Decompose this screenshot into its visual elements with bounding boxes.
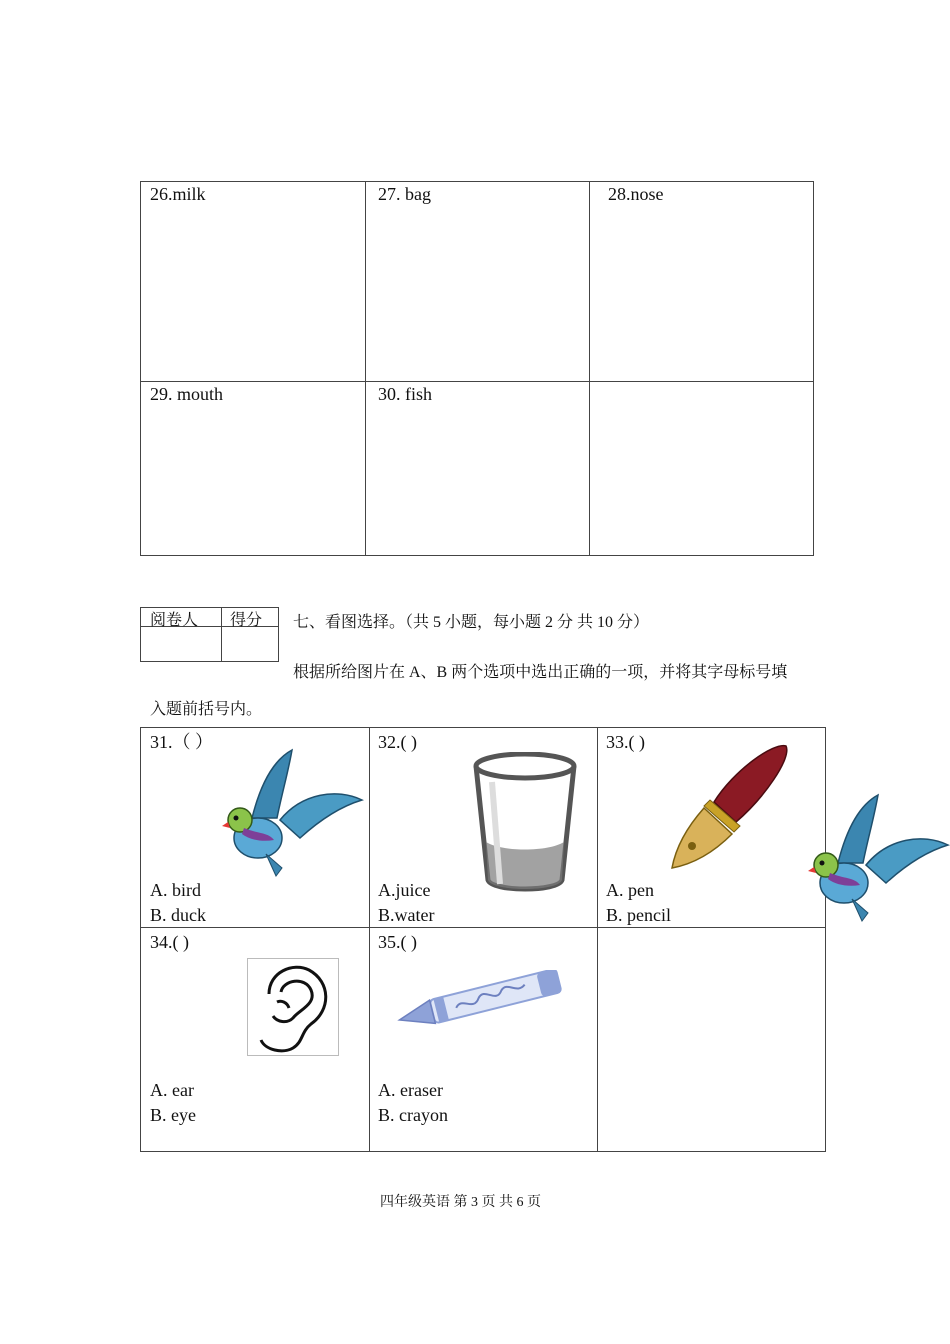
cell-label-milk: 26.milk [150,184,206,204]
cell-label-fish: 30. fish [378,384,432,404]
crayon-icon [392,970,568,1038]
bird-icon [808,793,950,925]
question-35-option-a: A. eraser [378,1080,443,1100]
question-33-number: 33.( ) [606,732,645,752]
glass-icon [472,752,578,894]
ear-icon [247,958,339,1056]
question-32-number: 32.( ) [378,732,417,752]
grid-divider [589,182,590,555]
grid-divider [141,927,825,928]
cell-label-nose: 28.nose [608,184,664,204]
question-34-option-a: A. ear [150,1080,194,1100]
page-footer: 四年级英语 第 3 页 共 6 页 [380,1195,541,1210]
cell-label-mouth: 29. mouth [150,384,224,404]
question-32-option-b: B.water [378,905,435,925]
score-label: 得分 [230,612,263,629]
answer-grid-top [140,181,814,556]
question-34-option-b: B. eye [150,1105,196,1125]
section-title: 七、看图选择。（共 5 小题，每小题 2 分 共 10 分） [293,614,650,631]
grid-divider [365,182,366,555]
pen-icon [664,740,794,872]
question-35-number: 35.( ) [378,932,417,952]
question-31-number: 31.（ ） [150,732,213,752]
score-divider [221,608,222,661]
grid-divider [141,381,813,382]
cell-label-bag: 27. bag [378,184,431,204]
grader-score-box [140,607,279,662]
bird-icon [222,748,364,880]
grid-divider [369,728,370,1151]
question-35-option-b: B. crayon [378,1105,448,1125]
question-33-option-a: A. pen [606,880,654,900]
grid-divider [597,728,598,1151]
grader-label: 阅卷人 [150,612,199,629]
question-31-option-a: A. bird [150,880,201,900]
instruction-line-2: 入题前括号内。 [150,701,263,718]
question-34-number: 34.( ) [150,932,189,952]
question-33-option-b: B. pencil [606,905,671,925]
question-32-option-a: A.juice [378,880,431,900]
instruction-line-1: 根据所给图片在 A、B 两个选项中选出正确的一项，并将其字母标号填 [293,664,788,681]
question-31-option-b: B. duck [150,905,206,925]
